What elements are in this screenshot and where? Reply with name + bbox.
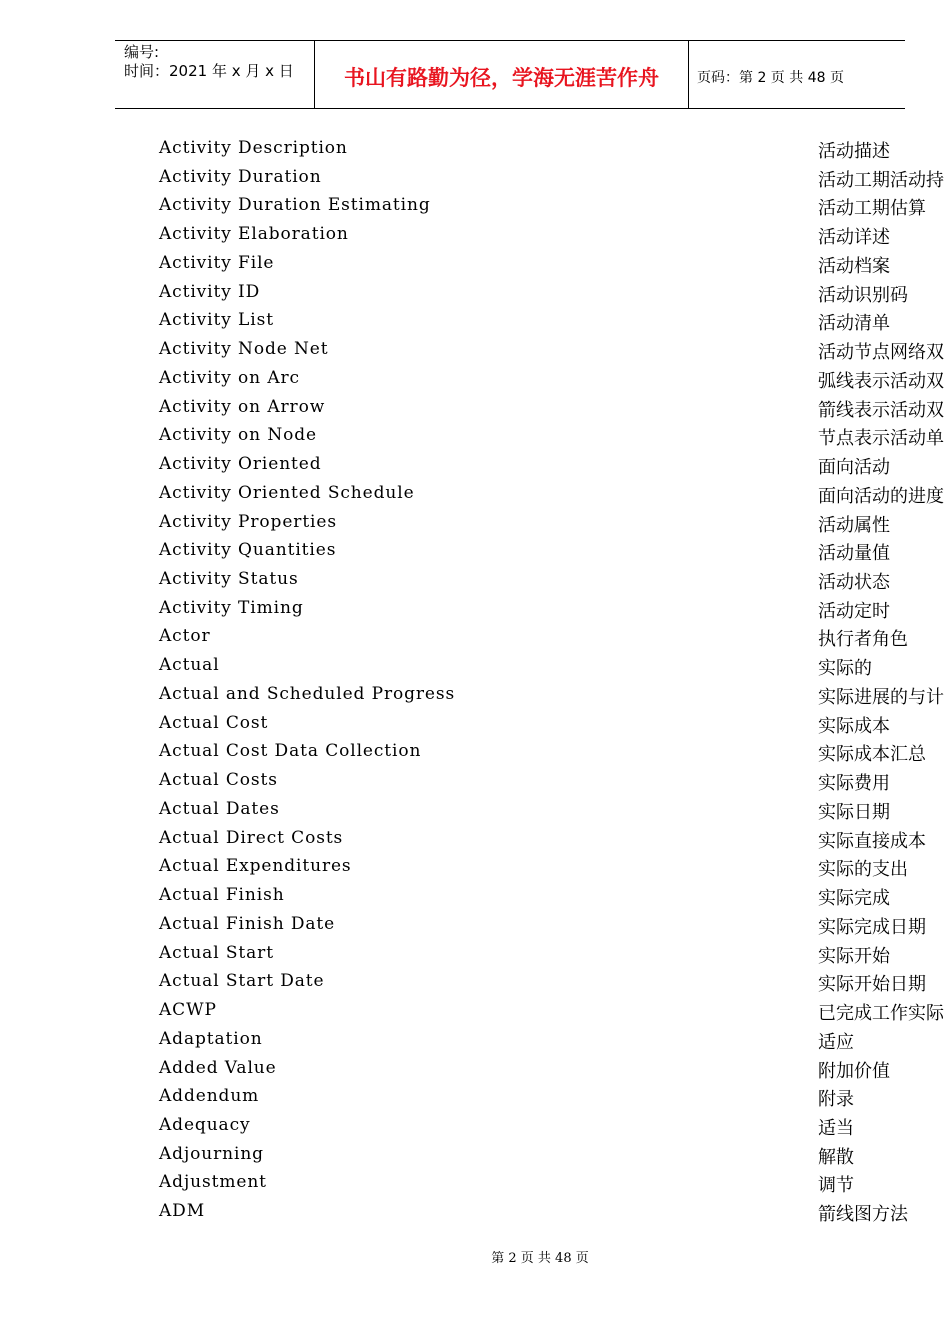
glossary-entry <box>0 1111 950 1140</box>
entry-translation: 活动定时 <box>818 600 890 622</box>
entry-term: Adaptation <box>159 1028 263 1049</box>
glossary-entry <box>0 910 950 939</box>
entry-translation: 适应 <box>818 1031 854 1053</box>
entry-translation: 面向活动的进度 <box>818 485 944 507</box>
entry-term: Actual Direct Costs <box>159 827 344 848</box>
entry-translation: 活动状态 <box>818 572 890 594</box>
glossary-entry <box>0 594 950 623</box>
glossary-entry <box>0 220 950 249</box>
entry-term: ADM <box>159 1201 206 1222</box>
entry-term: Actual Cost <box>159 712 269 733</box>
glossary-list <box>0 134 950 1226</box>
entry-term: Activity Oriented <box>159 454 322 475</box>
entry-term: Activity Quantities <box>159 540 337 561</box>
glossary-entry <box>0 1025 950 1054</box>
glossary-entry <box>0 1168 950 1197</box>
header-page-cell <box>689 41 905 108</box>
entry-term: Adjourning <box>159 1143 264 1164</box>
entry-term: Actual Finish Date <box>159 913 336 934</box>
entry-term: Activity on Node <box>159 425 317 446</box>
entry-translation: 活动描述 <box>818 141 890 162</box>
entry-term: Activity on Arc <box>159 367 300 388</box>
page-footer <box>0 1247 950 1266</box>
entry-term: ACWP <box>159 1000 217 1021</box>
entry-term: Actual Expenditures <box>159 856 352 877</box>
glossary-entry <box>0 1197 950 1226</box>
glossary-entry <box>0 1082 950 1111</box>
glossary-entry <box>0 364 950 393</box>
entry-translation: 已完成工作实际 <box>818 1003 944 1025</box>
glossary-entry <box>0 450 950 479</box>
glossary-entry <box>0 996 950 1025</box>
entry-translation: 活动工期活动持 <box>818 169 944 191</box>
glossary-entry <box>0 335 950 364</box>
header-meta-cell <box>115 41 315 108</box>
glossary-entry <box>0 651 950 680</box>
glossary-entry <box>0 795 950 824</box>
entry-translation: 实际成本 <box>818 715 890 737</box>
glossary-entry <box>0 508 950 537</box>
glossary-entry <box>0 709 950 738</box>
entry-translation: 实际的支出 <box>818 859 908 881</box>
entry-term: Activity on Arrow <box>159 396 326 417</box>
glossary-entry <box>0 393 950 422</box>
glossary-entry <box>0 852 950 881</box>
entry-translation: 实际直接成本 <box>818 830 926 852</box>
glossary-entry <box>0 565 950 594</box>
glossary-entry <box>0 1054 950 1083</box>
motto-text: 书山有路勤为径，学海无涯苦作舟 <box>344 65 659 90</box>
entry-translation: 活动量值 <box>818 543 890 565</box>
entry-term: Actual and Scheduled Progress <box>159 683 456 704</box>
glossary-entry <box>0 680 950 709</box>
entry-term: Actual Start Date <box>159 971 325 992</box>
entry-term: Activity Duration Estimating <box>159 195 431 216</box>
entry-translation: 节点表示活动单 <box>818 428 944 450</box>
entry-translation: 箭线表示活动双 <box>818 399 944 421</box>
entry-term: Activity Duration <box>159 166 322 187</box>
entry-translation: 附录 <box>818 1089 854 1111</box>
glossary-entry <box>0 278 950 307</box>
entry-term: Activity Status <box>159 569 299 590</box>
entry-term: Activity List <box>159 310 274 331</box>
entry-term: Actual Dates <box>159 798 280 819</box>
glossary-entry <box>0 881 950 910</box>
entry-translation: 实际的 <box>818 658 872 680</box>
entry-translation: 适当 <box>818 1117 854 1139</box>
number-label: 编号: <box>124 43 160 61</box>
entry-translation: 活动识别码 <box>818 284 908 306</box>
glossary-entry <box>0 134 950 163</box>
entry-term: Activity Properties <box>159 511 337 532</box>
entry-translation: 实际日期 <box>818 801 890 823</box>
glossary-entry <box>0 622 950 651</box>
glossary-entry <box>0 1140 950 1169</box>
entry-translation: 实际费用 <box>818 773 890 795</box>
entry-translation: 箭线图方法 <box>818 1204 908 1226</box>
entry-term: Actual Cost Data Collection <box>159 741 422 762</box>
glossary-entry <box>0 536 950 565</box>
entry-term: Activity ID <box>159 281 261 302</box>
entry-translation: 实际开始日期 <box>818 974 926 996</box>
entry-translation: 实际完成 <box>818 888 890 910</box>
glossary-entry <box>0 766 950 795</box>
time-label: 时间：2021 年 x 月 x 日 <box>124 62 294 80</box>
entry-translation: 弧线表示活动双 <box>818 370 944 392</box>
entry-translation: 实际进展的与计 <box>818 686 944 708</box>
entry-term: Activity File <box>159 252 275 273</box>
entry-term: Adjustment <box>159 1172 267 1193</box>
entry-translation: 附加价值 <box>818 1060 890 1082</box>
entry-translation: 活动详述 <box>818 227 890 249</box>
entry-translation: 实际完成日期 <box>818 916 926 938</box>
entry-translation: 活动清单 <box>818 313 890 335</box>
entry-term: Actual Costs <box>159 770 278 791</box>
entry-translation: 解散 <box>818 1146 854 1168</box>
entry-translation: 执行者角色 <box>818 629 908 651</box>
glossary-entry <box>0 421 950 450</box>
entry-term: Activity Node Net <box>159 339 329 360</box>
footer-page-number: 第 2 页 共 48 页 <box>491 1251 589 1266</box>
entry-term: Added Value <box>159 1057 277 1078</box>
entry-translation: 调节 <box>818 1175 854 1197</box>
entry-term: Actual <box>159 655 220 676</box>
entry-translation: 面向活动 <box>818 457 890 479</box>
glossary-entry <box>0 163 950 192</box>
glossary-entry <box>0 191 950 220</box>
entry-term: Actual Start <box>159 942 274 963</box>
entry-term: Activity Elaboration <box>159 224 349 245</box>
entry-term: Addendum <box>159 1086 260 1107</box>
entry-term: Activity Timing <box>159 597 304 618</box>
entry-translation: 实际开始 <box>818 945 890 967</box>
page-header <box>115 40 905 109</box>
entry-term: Actor <box>159 626 211 647</box>
glossary-entry <box>0 249 950 278</box>
glossary-entry <box>0 479 950 508</box>
header-motto-cell <box>315 41 689 108</box>
entry-translation: 活动节点网络双 <box>818 342 944 364</box>
entry-translation: 活动工期估算 <box>818 198 926 220</box>
entry-term: Actual Finish <box>159 885 285 906</box>
glossary-entry <box>0 306 950 335</box>
glossary-entry <box>0 824 950 853</box>
glossary-entry <box>0 967 950 996</box>
glossary-entry <box>0 737 950 766</box>
entry-term: Activity Oriented Schedule <box>159 482 415 503</box>
glossary-entry <box>0 939 950 968</box>
entry-translation: 活动档案 <box>818 255 890 277</box>
entry-translation: 活动属性 <box>818 514 890 536</box>
entry-translation: 实际成本汇总 <box>818 744 926 766</box>
page-number-label: 页码：第 2 页 共 48 页 <box>697 69 844 86</box>
entry-term: Activity Description <box>159 138 348 158</box>
entry-term: Adequacy <box>159 1114 251 1135</box>
